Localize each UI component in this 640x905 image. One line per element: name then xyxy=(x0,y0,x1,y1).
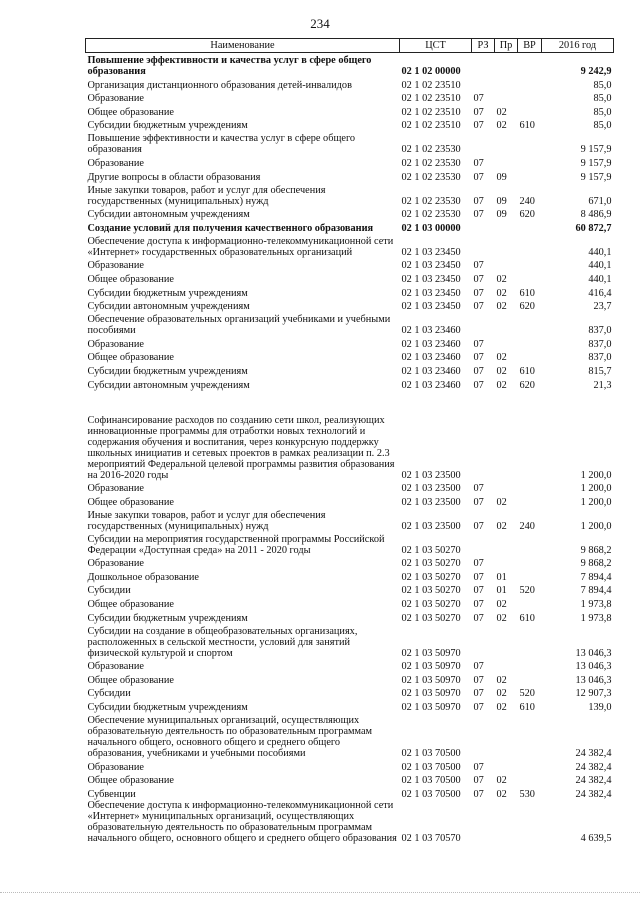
cell-pr: 02 xyxy=(496,674,507,686)
cell-sum: 13 046,3 xyxy=(575,647,612,659)
cell-rz: 07 xyxy=(473,301,484,313)
cell-name: Образование xyxy=(87,761,144,773)
cell-name: Другие вопросы в области образования xyxy=(87,171,261,183)
cell-vr xyxy=(518,91,542,105)
table-row xyxy=(86,773,614,787)
cell-pr: 09 xyxy=(496,171,507,183)
cell-sum: 9 868,2 xyxy=(580,558,612,570)
table-row xyxy=(86,583,614,597)
cell-name: Иные закупки товаров, работ и услуг для обеспечения государственных (муниципальных) нужд xyxy=(87,184,326,207)
cell-cst: 02 1 03 23500 xyxy=(401,469,461,481)
table-row xyxy=(86,169,614,183)
cell-rz: 07 xyxy=(473,612,484,624)
table-row xyxy=(86,624,614,659)
cell-rz xyxy=(472,800,495,844)
cell-name: Обеспечение образовательных организаций учебниками и учебными пособиями xyxy=(87,314,391,337)
cell-vr xyxy=(518,77,542,91)
cell-name: Иные закупки товаров, работ и услуг для обеспечения государственных (муниципальных) нужд xyxy=(87,509,326,532)
cell-rz: 07 xyxy=(473,674,484,686)
cell-cst: 02 1 02 23510 xyxy=(401,79,461,91)
cell-vr: 620 xyxy=(519,301,535,313)
table-row xyxy=(86,800,614,844)
cell-name: Субсидии автономным учреждениям xyxy=(87,209,250,221)
cell-sum: 85,0 xyxy=(593,93,612,105)
cell-pr xyxy=(495,131,518,155)
cell-cst: 02 1 03 23450 xyxy=(401,273,461,285)
table-row xyxy=(86,672,614,686)
table-row xyxy=(86,299,614,313)
cell-cst: 02 1 03 50970 xyxy=(401,702,461,714)
cell-name: Образование xyxy=(87,157,144,169)
cell-rz: 07 xyxy=(473,209,484,221)
table-row xyxy=(86,312,614,336)
cell-name: Организация дистанционного образования детей-инвалидов xyxy=(87,79,352,91)
cell-sum: 23,7 xyxy=(593,301,612,313)
cell-pr: 09 xyxy=(496,195,507,207)
cell-cst: 02 1 03 23460 xyxy=(401,379,461,391)
cell-rz: 07 xyxy=(473,171,484,183)
cell-pr: 02 xyxy=(496,287,507,299)
cell-cst: 02 1 03 23460 xyxy=(401,325,461,337)
cell-sum: 1 200,0 xyxy=(580,483,612,495)
cell-sum: 24 382,4 xyxy=(575,761,612,773)
cell-vr: 610 xyxy=(519,287,535,299)
cell-pr xyxy=(495,481,518,495)
cell-sum: 440,1 xyxy=(588,246,612,258)
cell-rz xyxy=(472,220,495,234)
cell-pr xyxy=(495,312,518,336)
cell-sum: 7 894,4 xyxy=(580,571,612,583)
table-body xyxy=(86,53,614,844)
cell-vr xyxy=(518,104,542,118)
cell-cst: 02 1 03 23460 xyxy=(401,352,461,364)
cell-sum: 815,7 xyxy=(588,365,612,377)
table-row xyxy=(86,713,614,759)
cell-sum: 9 157,9 xyxy=(580,171,612,183)
cell-name: Образование xyxy=(87,338,144,350)
cell-name: Обеспечение доступа к информационно-телекоммуникационной сети «Интернет» государственных образовательных организаций xyxy=(87,235,394,258)
cell-vr: 620 xyxy=(519,379,535,391)
cell-vr: 610 xyxy=(519,702,535,714)
cell-name: Субсидии xyxy=(87,585,131,597)
cell-cst: 02 1 03 70500 xyxy=(401,788,461,800)
cell-rz: 07 xyxy=(473,338,484,350)
cell-pr: 02 xyxy=(496,612,507,624)
cell-rz: 07 xyxy=(473,287,484,299)
cell-rz xyxy=(472,532,495,556)
cell-name: Субсидии xyxy=(87,688,131,700)
cell-pr: 02 xyxy=(496,352,507,364)
header-vr: ВР xyxy=(518,39,542,53)
cell-name: Субсидии на создание в общеобразовательных организациях, расположенных в сельской местности, условий для занятий физической культурой и спортом xyxy=(87,625,358,659)
cell-cst: 02 1 03 23450 xyxy=(401,301,461,313)
cell-pr xyxy=(495,258,518,272)
cell-pr: 01 xyxy=(496,571,507,583)
table-row xyxy=(86,155,614,169)
table-row xyxy=(86,53,614,78)
cell-rz: 07 xyxy=(473,775,484,787)
cell-sum: 85,0 xyxy=(593,106,612,118)
cell-name: Образование xyxy=(87,260,144,272)
cell-name: Образование xyxy=(87,558,144,570)
cell-sum: 1 200,0 xyxy=(580,469,612,481)
cell-name: Общее образование xyxy=(87,599,174,611)
cell-vr xyxy=(518,234,542,258)
cell-pr xyxy=(495,77,518,91)
cell-cst: 02 1 02 23510 xyxy=(401,120,461,132)
cell-cst: 02 1 03 70500 xyxy=(401,748,461,760)
cell-cst: 02 1 03 70500 xyxy=(401,761,461,773)
cell-cst: 02 1 02 23530 xyxy=(401,144,461,156)
cell-vr xyxy=(518,481,542,495)
table-row xyxy=(86,659,614,673)
cell-name: Обеспечение муниципальных организаций, осуществляющих образовательную деятельность по образовательным программам начального общего, основного общего и среднего общего образования, учебниками и учебными пособиями xyxy=(87,715,373,760)
scan-edge-dots xyxy=(0,892,640,895)
cell-rz xyxy=(472,131,495,155)
cell-rz: 07 xyxy=(473,120,484,132)
cell-rz: 07 xyxy=(473,496,484,508)
cell-rz: 07 xyxy=(473,483,484,495)
cell-name: Обеспечение доступа к информационно-телекоммуникационной сети «Интернет» муниципальных организаций, осуществляющих образовательную деятельность по образовательным программам начального общего, основного общего и среднего общего образования xyxy=(87,799,397,844)
cell-name: Образование xyxy=(87,483,144,495)
cell-rz: 07 xyxy=(473,195,484,207)
cell-cst: 02 1 03 50970 xyxy=(401,688,461,700)
cell-vr: 520 xyxy=(519,585,535,597)
cell-vr xyxy=(518,53,542,78)
cell-pr: 02 xyxy=(496,496,507,508)
cell-cst: 02 1 03 50270 xyxy=(401,558,461,570)
cell-rz: 07 xyxy=(473,157,484,169)
header-rz: РЗ xyxy=(472,39,495,53)
cell-vr xyxy=(518,336,542,350)
cell-pr xyxy=(495,713,518,759)
cell-vr xyxy=(518,556,542,570)
cell-rz: 07 xyxy=(473,599,484,611)
cell-rz: 07 xyxy=(473,688,484,700)
cell-vr: 240 xyxy=(519,195,535,207)
cell-name: Субсидии на мероприятия государственной программы Российской Федерации «Доступная среда» на 2011 - 2020 годы xyxy=(87,533,385,556)
cell-cst: 02 1 02 00000 xyxy=(401,66,461,77)
cell-vr xyxy=(518,258,542,272)
cell-rz: 07 xyxy=(473,365,484,377)
cell-vr xyxy=(518,312,542,336)
cell-cst: 02 1 02 23530 xyxy=(401,171,461,183)
cell-vr xyxy=(518,271,542,285)
header-name: Наименование xyxy=(86,39,400,53)
cell-cst: 02 1 03 23460 xyxy=(401,338,461,350)
cell-pr: 02 xyxy=(496,120,507,132)
cell-vr xyxy=(518,596,542,610)
cell-pr: 02 xyxy=(496,788,507,800)
cell-sum: 24 382,4 xyxy=(575,775,612,787)
cell-cst: 02 1 03 23500 xyxy=(401,520,461,532)
cell-sum: 440,1 xyxy=(588,260,612,272)
cell-name: Субсидии бюджетным учреждениям xyxy=(87,612,248,624)
cell-rz xyxy=(472,312,495,336)
cell-sum: 1 973,8 xyxy=(580,612,612,624)
cell-pr xyxy=(495,800,518,844)
table-row xyxy=(86,686,614,700)
cell-pr xyxy=(495,53,518,78)
cell-pr xyxy=(495,624,518,659)
cell-sum: 13 046,3 xyxy=(575,674,612,686)
cell-cst: 02 1 03 23450 xyxy=(401,246,461,258)
cell-cst: 02 1 03 23500 xyxy=(401,496,461,508)
table-row xyxy=(86,336,614,350)
cell-sum: 837,0 xyxy=(588,338,612,350)
table-row xyxy=(86,596,614,610)
cell-cst: 02 1 02 23510 xyxy=(401,106,461,118)
cell-name: Общее образование xyxy=(87,352,174,364)
table-row xyxy=(86,91,614,105)
cell-cst: 02 1 03 00000 xyxy=(401,222,461,234)
cell-cst: 02 1 03 23450 xyxy=(401,287,461,299)
table-row xyxy=(86,494,614,508)
cell-cst: 02 1 03 50270 xyxy=(401,585,461,597)
table-row xyxy=(86,234,614,258)
cell-sum: 9 157,9 xyxy=(580,157,612,169)
cell-vr xyxy=(518,350,542,364)
cell-sum: 139,0 xyxy=(588,702,612,714)
cell-name: Субсидии бюджетным учреждениям xyxy=(87,702,248,714)
cell-name: Субсидии бюджетным учреждениям xyxy=(87,120,248,132)
table-row xyxy=(86,104,614,118)
cell-pr xyxy=(495,391,518,481)
cell-pr: 02 xyxy=(496,775,507,787)
cell-cst: 02 1 03 50970 xyxy=(401,661,461,673)
table-row xyxy=(86,77,614,91)
table-row xyxy=(86,350,614,364)
cell-pr: 02 xyxy=(496,520,507,532)
cell-vr xyxy=(518,800,542,844)
cell-sum: 416,4 xyxy=(588,287,612,299)
cell-sum: 440,1 xyxy=(588,273,612,285)
cell-vr xyxy=(518,624,542,659)
cell-pr: 02 xyxy=(496,365,507,377)
cell-pr xyxy=(495,336,518,350)
table-row xyxy=(86,118,614,132)
cell-rz: 07 xyxy=(473,106,484,118)
budget-table xyxy=(85,38,614,844)
cell-rz: 07 xyxy=(473,788,484,800)
cell-vr xyxy=(518,494,542,508)
cell-pr: 02 xyxy=(496,106,507,118)
table-row xyxy=(86,131,614,155)
cell-sum: 9 242,9 xyxy=(580,66,612,77)
cell-vr: 610 xyxy=(519,120,535,132)
cell-vr: 530 xyxy=(519,788,535,800)
cell-vr xyxy=(518,569,542,583)
cell-sum: 9 157,9 xyxy=(580,144,612,156)
cell-vr xyxy=(518,713,542,759)
cell-rz xyxy=(472,53,495,78)
cell-sum: 85,0 xyxy=(593,120,612,132)
table-row xyxy=(86,271,614,285)
cell-rz: 07 xyxy=(473,571,484,583)
cell-cst: 02 1 03 70570 xyxy=(401,832,461,844)
cell-vr: 610 xyxy=(519,365,535,377)
cell-cst: 02 1 02 23530 xyxy=(401,209,461,221)
cell-sum: 1 200,0 xyxy=(580,496,612,508)
cell-rz: 07 xyxy=(473,379,484,391)
cell-vr: 520 xyxy=(519,688,535,700)
cell-pr xyxy=(495,155,518,169)
cell-pr: 02 xyxy=(496,688,507,700)
cell-cst: 02 1 03 23500 xyxy=(401,483,461,495)
cell-pr xyxy=(495,91,518,105)
cell-name: Общее образование xyxy=(87,106,174,118)
cell-rz: 07 xyxy=(473,260,484,272)
cell-pr: 02 xyxy=(496,301,507,313)
cell-sum: 671,0 xyxy=(588,195,612,207)
cell-pr: 02 xyxy=(496,379,507,391)
cell-name: Дошкольное образование xyxy=(87,571,200,583)
table-row xyxy=(86,285,614,299)
cell-cst: 02 1 03 50270 xyxy=(401,571,461,583)
cell-rz: 07 xyxy=(473,93,484,105)
table-row xyxy=(86,391,614,481)
cell-sum: 85,0 xyxy=(593,79,612,91)
cell-rz xyxy=(472,713,495,759)
table-header xyxy=(86,39,614,53)
cell-pr: 02 xyxy=(496,599,507,611)
cell-sum: 1 973,8 xyxy=(580,599,612,611)
table-row xyxy=(86,556,614,570)
table-row xyxy=(86,207,614,221)
cell-sum: 9 868,2 xyxy=(580,544,612,556)
cell-pr xyxy=(495,759,518,773)
cell-sum: 24 382,4 xyxy=(575,788,612,800)
cell-name: Повышение эффективности и качества услуг в сфере общего образования xyxy=(87,133,356,156)
cell-cst: 02 1 02 23510 xyxy=(401,93,461,105)
cell-name: Субсидии бюджетным учреждениям xyxy=(87,365,248,377)
cell-cst: 02 1 03 50970 xyxy=(401,647,461,659)
cell-sum: 8 486,9 xyxy=(580,209,612,221)
cell-cst: 02 1 03 50970 xyxy=(401,674,461,686)
cell-vr xyxy=(518,131,542,155)
cell-vr xyxy=(518,391,542,481)
cell-cst: 02 1 03 70500 xyxy=(401,775,461,787)
cell-name: Образование xyxy=(87,661,144,673)
cell-vr xyxy=(518,532,542,556)
cell-rz: 07 xyxy=(473,661,484,673)
cell-rz: 07 xyxy=(473,702,484,714)
cell-cst: 02 1 03 23460 xyxy=(401,365,461,377)
cell-cst: 02 1 02 23530 xyxy=(401,157,461,169)
cell-sum: 837,0 xyxy=(588,325,612,337)
cell-sum: 837,0 xyxy=(588,352,612,364)
table-row xyxy=(86,759,614,773)
cell-rz: 07 xyxy=(473,273,484,285)
cell-vr xyxy=(518,220,542,234)
cell-name: Образование xyxy=(87,93,144,105)
cell-name: Субсидии бюджетным учреждениям xyxy=(87,287,248,299)
cell-pr: 02 xyxy=(496,702,507,714)
cell-rz xyxy=(472,391,495,481)
cell-vr xyxy=(518,169,542,183)
table-row xyxy=(86,786,614,800)
cell-sum: 24 382,4 xyxy=(575,748,612,760)
cell-sum: 21,3 xyxy=(593,379,612,391)
cell-cst: 02 1 03 50270 xyxy=(401,612,461,624)
table-row xyxy=(86,363,614,377)
cell-name: Повышение эффективности и качества услуг в сфере общего образования xyxy=(87,55,372,77)
cell-cst: 02 1 03 23450 xyxy=(401,260,461,272)
cell-pr xyxy=(495,234,518,258)
cell-rz: 07 xyxy=(473,558,484,570)
cell-pr xyxy=(495,532,518,556)
cell-vr xyxy=(518,672,542,686)
cell-cst: 02 1 03 50270 xyxy=(401,544,461,556)
table-row xyxy=(86,610,614,624)
table-row xyxy=(86,699,614,713)
cell-vr: 240 xyxy=(519,520,535,532)
cell-name: Субсидии автономным учреждениям xyxy=(87,301,250,313)
cell-rz xyxy=(472,77,495,91)
cell-pr: 09 xyxy=(496,209,507,221)
cell-vr: 610 xyxy=(519,612,535,624)
header-cst: ЦСТ xyxy=(400,39,472,53)
cell-vr xyxy=(518,659,542,673)
cell-rz: 07 xyxy=(473,585,484,597)
cell-pr: 01 xyxy=(496,585,507,597)
cell-rz xyxy=(472,234,495,258)
header-pr: Пр xyxy=(495,39,518,53)
cell-vr xyxy=(518,759,542,773)
cell-cst: 02 1 02 23530 xyxy=(401,195,461,207)
cell-sum: 4 639,5 xyxy=(580,832,612,844)
cell-rz: 07 xyxy=(473,761,484,773)
cell-sum: 12 907,3 xyxy=(575,688,612,700)
cell-vr xyxy=(518,773,542,787)
table-row xyxy=(86,508,614,532)
cell-sum: 7 894,4 xyxy=(580,585,612,597)
cell-pr: 02 xyxy=(496,273,507,285)
cell-sum: 13 046,3 xyxy=(575,661,612,673)
page-number: 234 xyxy=(310,16,330,31)
cell-name: Создание условий для получения качественного образования xyxy=(87,222,374,234)
cell-pr xyxy=(495,556,518,570)
cell-name: Общее образование xyxy=(87,496,174,508)
cell-rz: 07 xyxy=(473,352,484,364)
cell-pr xyxy=(495,659,518,673)
cell-name: Общее образование xyxy=(87,273,174,285)
cell-vr xyxy=(518,155,542,169)
cell-sum: 1 200,0 xyxy=(580,520,612,532)
table-row xyxy=(86,220,614,234)
table-row xyxy=(86,183,614,207)
cell-name: Субсидии автономным учреждениям xyxy=(87,379,250,391)
cell-name: Софинансирование расходов по созданию сети школ, реализующих инновационные программы для отработки новых технологий и содержания обучения и воспитания, через конкурсную поддержку школьных инициатив и сетевых проектов в рамках реализации п. 2.3 мероприятий Федеральной целевой программы развития образования на 2016-2020 годы xyxy=(87,414,395,481)
cell-cst: 02 1 03 50270 xyxy=(401,599,461,611)
table-row xyxy=(86,569,614,583)
table-row xyxy=(86,377,614,391)
cell-rz: 07 xyxy=(473,520,484,532)
cell-name: Общее образование xyxy=(87,674,174,686)
table-row xyxy=(86,481,614,495)
header-year: 2016 год xyxy=(542,39,614,53)
table-row xyxy=(86,532,614,556)
cell-rz xyxy=(472,624,495,659)
cell-sum: 60 872,7 xyxy=(575,222,612,234)
cell-name: Субвенции xyxy=(87,788,136,800)
cell-pr xyxy=(495,220,518,234)
cell-vr: 620 xyxy=(519,209,535,221)
cell-name: Общее образование xyxy=(87,775,174,787)
table-row xyxy=(86,258,614,272)
